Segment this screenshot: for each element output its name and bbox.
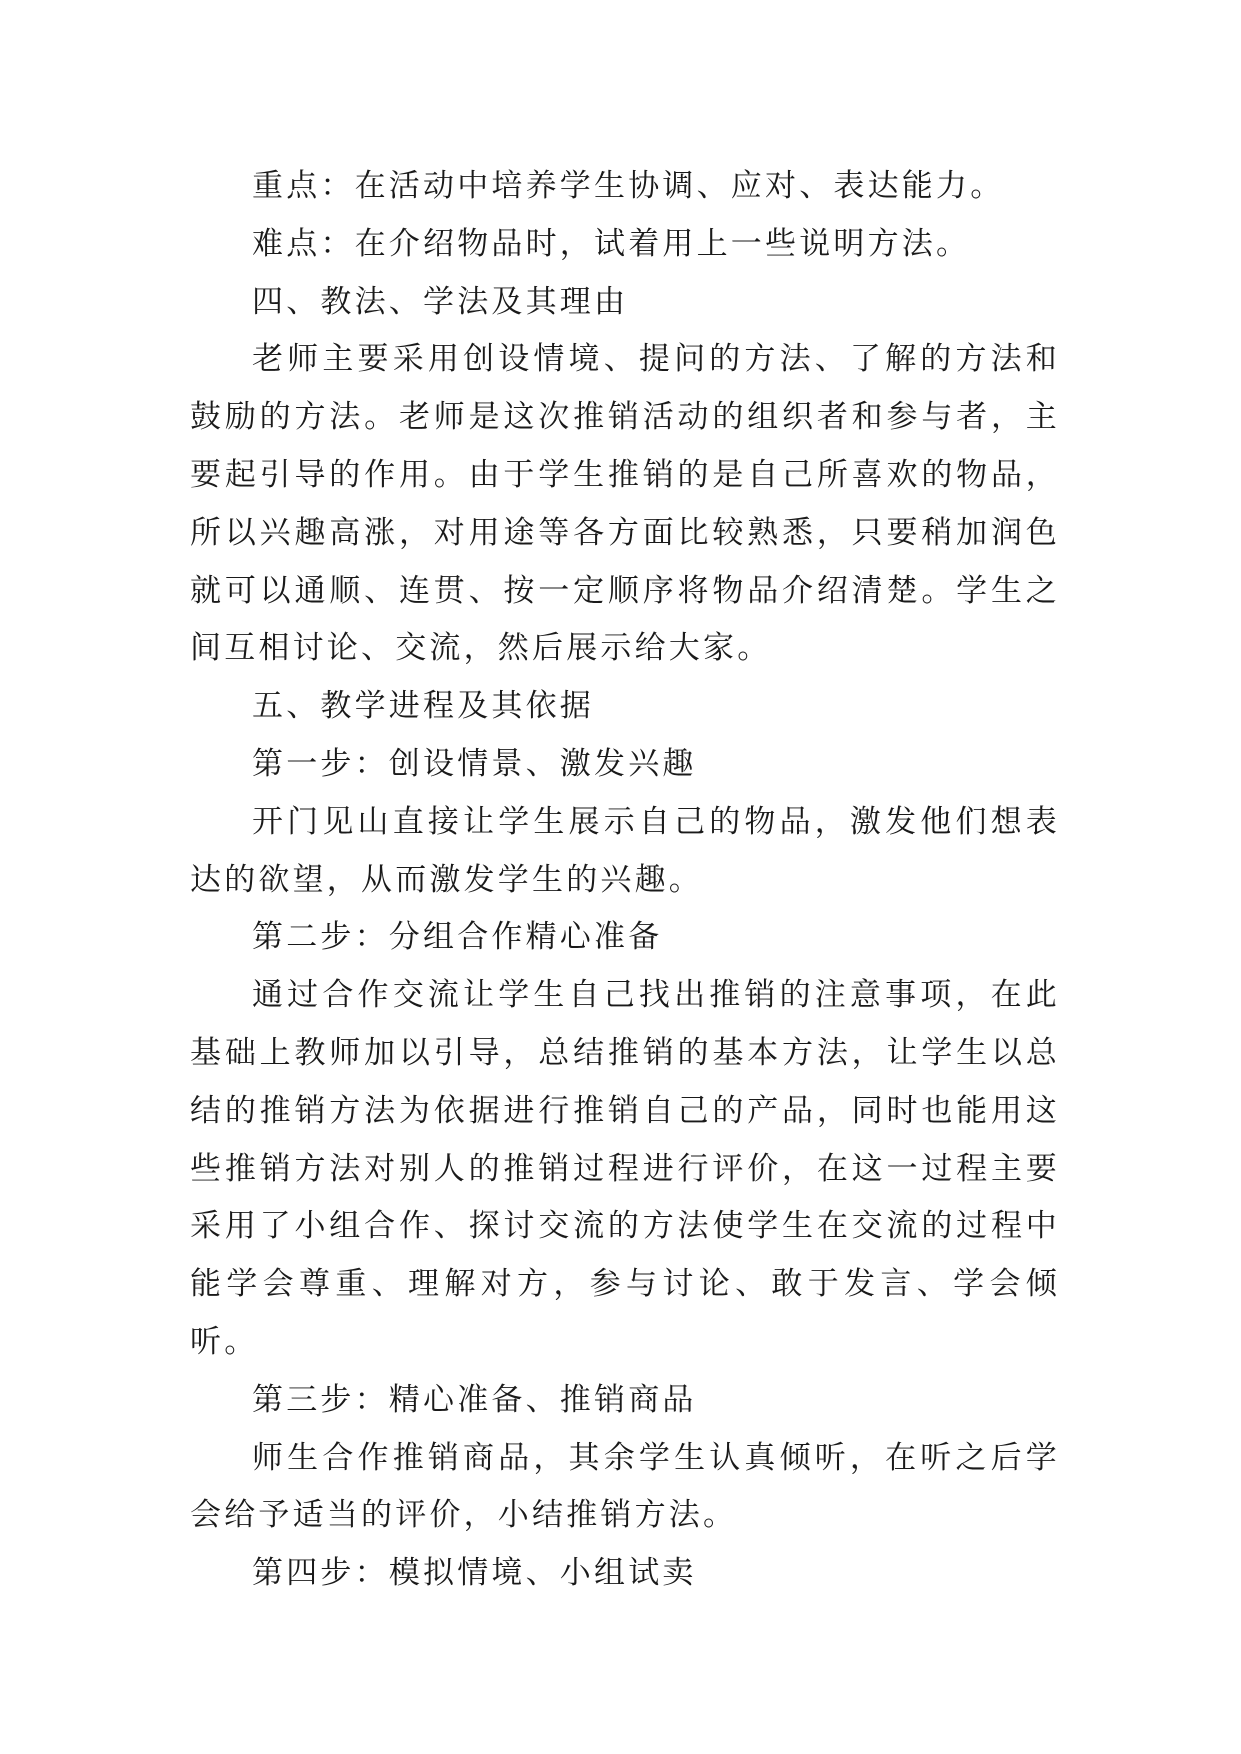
paragraph-step-3: 师生合作推销商品，其余学生认真倾听，在听之后学会给予适当的评价，小结推销方法。 xyxy=(190,1439,1060,1534)
step-heading-3: 第三步：精心准备、推销商品 xyxy=(252,1381,697,1418)
paragraph-step-1: 开门见山直接让学生展示自己的物品，激发他们想表达的欲望，从而激发学生的兴趣。 xyxy=(190,803,1060,898)
section-heading-methods: 四、教法、学法及其理由 xyxy=(252,283,629,320)
paragraph-step-2: 通过合作交流让学生自己找出推销的注意事项，在此基础上教师加以引导，总结推销的基本方法，让学生以总结的推销方法为依据进行推销自己的产品，同时也能用这些推销方法对别人的推销过程进行评价，在这一过程主要采用了小组合作、探讨交流的方法使学生在交流的过程中能学会尊重、理解对方，参与讨论、敢于发言、学会倾听。 xyxy=(190,977,1060,1360)
document-body xyxy=(190,158,1060,1603)
step-heading-4: 第四步：模拟情境、小组试卖 xyxy=(252,1555,697,1592)
section-heading-process: 五、教学进程及其依据 xyxy=(252,688,594,725)
paragraph-difficulty: 难点：在介绍物品时，试着用上一些说明方法。 xyxy=(252,225,971,262)
step-heading-2: 第二步：分组合作精心准备 xyxy=(252,919,663,956)
paragraph-key-point: 重点：在活动中培养学生协调、应对、表达能力。 xyxy=(252,168,1005,204)
step-heading-1: 第一步：创设情景、激发兴趣 xyxy=(252,745,697,782)
paragraph-methods: 老师主要采用创设情境、提问的方法、了解的方法和鼓励的方法。老师是这次推销活动的组织者和参与者，主要起引导的作用。由于学生推销的是自己所喜欢的物品，所以兴趣高涨，对用途等各方面比较熟悉，只要稍加润色就可以通顺、连贯、按一定顺序将物品介绍清楚。学生之间互相讨论、交流，然后展示给大家。 xyxy=(190,341,1060,667)
